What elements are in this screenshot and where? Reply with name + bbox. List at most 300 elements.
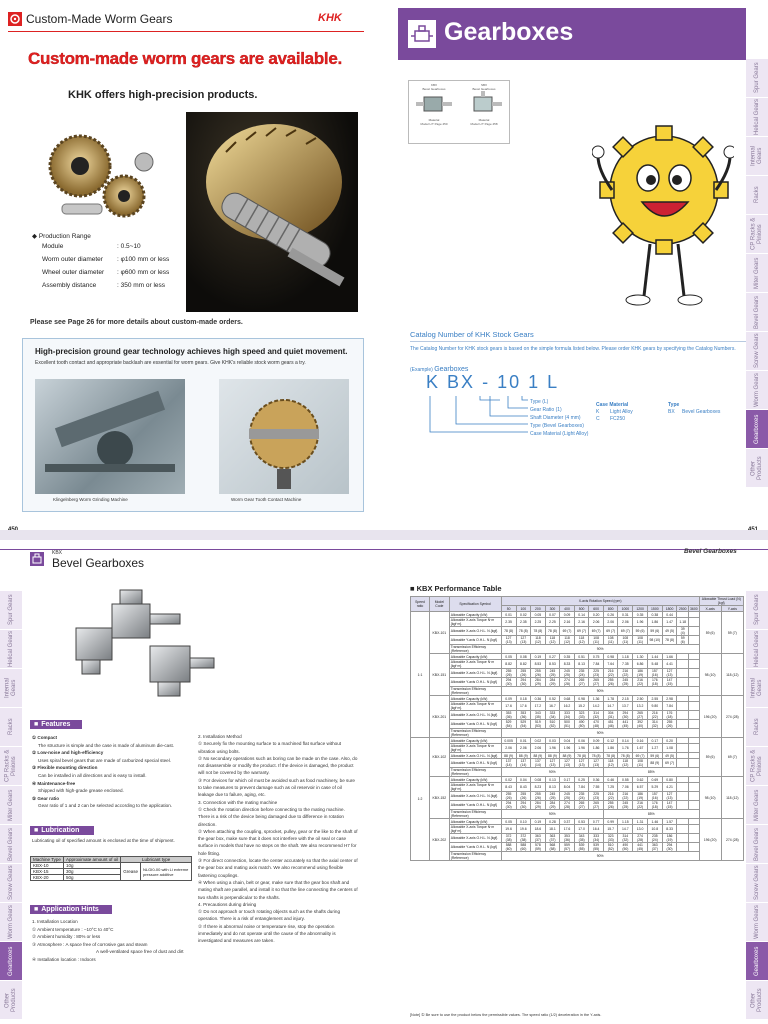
value-cell: 216 (22) [647,711,662,720]
caption-grinding: Klingelnberg Worm Grinding Machine [53,497,128,502]
value-cell: 2.06 [501,744,516,753]
value-cell: 49 (5) [662,627,677,636]
value-cell: 13.7 [618,702,633,711]
value-cell: 176 (18) [647,801,662,810]
thrust-header: Y-axis [721,606,743,612]
value-cell: 1.15 [618,819,633,825]
value-cell: 500 (51) [560,720,575,729]
value-cell: 1.44 [647,654,662,660]
spec-row: Assembly distance : 350 mm or less [42,282,166,289]
rpm-header: 400 [560,606,575,612]
sidebar-tab[interactable]: Other Products [746,448,768,487]
value-cell: 0.46 [603,777,618,783]
value-cell: 2.06 [531,744,546,753]
value-cell: 88 (9) [560,753,575,759]
value-cell: 0.01 [516,738,531,744]
sidebar-tab[interactable]: Helical Gears [746,629,768,668]
value-cell: 0.26 [603,612,618,618]
value-cell: 0.02 [501,777,516,783]
value-cell: 2.25 [545,618,560,627]
value-cell: 0.36 [589,777,604,783]
value-cell: 1.36 [589,696,604,702]
rpm-header: 300 [545,606,560,612]
sidebar-tab-active[interactable]: Gearboxes [0,941,22,980]
value-cell: 255 (26) [501,669,516,678]
value-cell: 2.06 [603,618,618,627]
value-cell: 14.7 [618,825,633,834]
sidebar-tab[interactable]: Racks [746,175,768,214]
value-cell: 2.55 [647,696,662,702]
value-cell: 363 (37) [647,843,662,852]
thrust-header: X-axis [699,606,721,612]
value-cell: 7.84 [662,702,677,711]
square-icon: ■ [34,906,39,913]
value-cell: 314 (32) [647,720,662,729]
value-cell: 0.13 [545,777,560,783]
header-cell: Allowable Thrust Load (N) {kgf} [699,597,743,606]
value-cell: 39 (4) [677,627,689,636]
spec-cell: Allowable X-axis Torque N·m {kgf·m} [449,660,501,669]
value-cell: 69 (7) [603,627,618,636]
value-cell: 0.55 [618,777,633,783]
sidebar-tab[interactable]: Other Products [0,980,22,1019]
table-row: KBX-20 50g [31,875,192,881]
value-cell: 529 (54) [501,720,516,729]
value-cell: 18.6 [531,825,546,834]
value-cell: 176 (18) [647,678,662,687]
spec-cell: Allowable X-axis O.H.L. N {kgf} [449,792,501,801]
value-cell: 0.01 [501,612,516,618]
value-cell: 2.25 [531,618,546,627]
value-cell: 265 (27) [574,801,589,810]
value-cell: 127 (13) [545,759,560,768]
value-cell: 372 (38) [501,834,516,843]
value-cell [677,702,689,711]
efficiency-cell: 90% [501,768,603,777]
sidebar-tab[interactable]: Screw Gears [0,863,22,902]
value-cell: 0.20 [589,612,604,618]
value-cell [677,843,689,852]
value-cell: 255 (26) [531,792,546,801]
value-cell: 0.35 [633,612,648,618]
value-cell: 18.1 [545,825,560,834]
value-cell: 284 (29) [531,801,546,810]
value-cell: 510 (52) [603,843,618,852]
value-cell: 1.31 [633,819,648,825]
value-cell [689,678,700,687]
value-cell: 0.17 [560,777,575,783]
thrust-x-cell: 196 (20) [699,819,721,861]
spec-cell: Allowable X-axis O.H.L. N {kgf} [449,753,501,759]
sidebar-tab[interactable]: Worm Gears [0,902,22,941]
table-row [411,792,744,801]
value-cell: 78 (8) [531,627,546,636]
value-cell: 255 (26) [516,792,531,801]
product-thumbs [408,80,510,144]
value-cell: 2.16 [574,618,589,627]
value-cell: 294 (30) [618,711,633,720]
value-cell: 1.66 [662,654,677,660]
sidebar-tab[interactable]: Helical Gears [746,97,768,136]
value-cell: 333 (34) [589,834,604,843]
sidebar-tab[interactable]: Racks [0,707,22,746]
value-cell: 1.18 [618,654,633,660]
value-cell: 265 (27) [589,801,604,810]
page-50 [0,0,384,530]
value-cell: 0.44 [662,612,677,618]
value-cell: 333 (34) [560,711,575,720]
feature-item: ④ Maintenance-free [32,780,76,786]
lubrication-table: Machine Type Approximate amount of oil Lubricant type KBX-10 10g Grease NLGI0-00 with Li extreme pressure additive KBX-15 30g KBX-20 50g [30,856,192,881]
sidebar-tab[interactable]: Worm Gears [746,370,768,409]
value-cell: 1.86 [589,744,604,753]
feature-item: ⑤ Gear ratio [32,795,60,801]
see-page-note: Please see Page 26 for more details about custom-made orders. [30,319,243,326]
value-cell: 17.6 [501,702,516,711]
value-cell: 10.8 [647,825,662,834]
spec-cell: Transmission Efficiency (Reference) [449,645,501,654]
table-row [411,825,744,834]
value-cell: 0.51 [574,654,589,660]
type-legend: Type BX Bevel Gearboxes [668,402,721,415]
header-cell: Specification Symbol [449,597,501,612]
value-cell: 78 (8) [618,753,633,759]
value-cell: 2.06 [516,744,531,753]
thrust-y-cell: 118 (12) [721,777,743,819]
sidebar-tab-active[interactable]: Gearboxes [746,409,768,448]
value-cell [689,744,700,753]
thrust-y-cell: 59 (7) [721,612,743,654]
value-cell: 0.005 [501,738,516,744]
value-cell: 323 (33) [603,834,618,843]
gearboxes-header [398,8,746,60]
value-cell: 353 (36) [501,711,516,720]
value-cell: 0.12 [603,738,618,744]
value-cell: 216 (22) [618,792,633,801]
value-cell: 8.82 [501,660,516,669]
table-row [411,618,744,627]
value-cell: 19.6 [516,825,531,834]
table-row [411,768,744,777]
value-cell: 0.99 [603,819,618,825]
sidebar-tab[interactable]: Bevel Gears [746,824,768,863]
catalog-text: The Catalog Number for KHK stock gears is based on the simple formula listed below. Please order KHK gears by specifying the Catalog Numbers. [410,346,736,352]
value-cell: 108 (11) [603,636,618,645]
value-cell: 1.96 [560,744,575,753]
thrust-x-cell: 59 (6) [699,612,721,654]
value-cell: 8.23 [531,783,546,792]
value-cell: 13.2 [633,702,648,711]
banner-text: Custom-made worm gears are available. [28,49,342,68]
sidebar-tab[interactable]: Miter Gears [746,785,768,824]
value-cell: 59 (6) [647,753,662,759]
value-cell: 363 (37) [531,834,546,843]
sidebar-tab[interactable]: Internal Gears [746,136,768,175]
value-cell: 69 (7) [633,753,648,759]
value-cell: 7.25 [603,783,618,792]
value-cell: 78 (8) [545,627,560,636]
table-row [411,678,744,687]
sidebar-tab[interactable]: Screw Gears [746,863,768,902]
thrust-y-cell: 274 (28) [721,696,743,738]
value-cell: 1.18 [677,618,689,627]
value-cell: 265 (27) [589,678,604,687]
value-cell: 0.08 [531,777,546,783]
value-cell: 0.03 [545,738,560,744]
sidebar-tab[interactable]: Miter Gears [0,785,22,824]
value-cell: 235 (24) [574,669,589,678]
value-cell: 539 (55) [589,843,604,852]
value-cell: 216 (22) [633,801,648,810]
value-cell: 333 (34) [545,711,560,720]
value-cell: 137 (14) [531,759,546,768]
sidebar-tab[interactable]: Bevel Gears [0,824,22,863]
efficiency-cell: 90% [501,729,699,738]
value-cell: 294 (30) [501,801,516,810]
rpm-header: 1000 [618,606,633,612]
value-cell: 8.82 [516,660,531,669]
value-cell: 225 (23) [589,669,604,678]
sidebar-tab[interactable]: Spur Gears [746,590,768,629]
series-code: KBX [52,550,63,556]
value-cell: 0.02 [531,738,546,744]
sidebar-tab[interactable]: Worm Gears [746,902,768,941]
value-cell: 216 (22) [603,669,618,678]
table-row [411,744,744,753]
value-cell: 2.06 [589,618,604,627]
header-cell: X-axis Rotation Speed (rpm) [501,597,699,606]
sidebar-tab[interactable]: Internal Gears [746,668,768,707]
value-cell: 88 (9) [647,759,662,768]
large-worm-photo [186,112,358,312]
performance-table [410,596,744,861]
sidebar-tab[interactable]: Helical Gears [0,629,22,668]
worm-gear-photo [32,118,172,228]
value-cell: 255 (26) [603,678,618,687]
value-cell: 1.67 [633,744,648,753]
table-row [411,669,744,678]
spec-cell: Allowable Capacity (kW) [449,612,501,618]
spec-cell: Transmission Efficiency (Reference) [449,852,501,861]
technology-box [22,338,364,512]
value-cell: 108 (11) [589,636,604,645]
sidebar-tab[interactable]: Bevel Gears [746,292,768,331]
code-bracket-lines [424,396,534,446]
value-cell: 0.05 [501,654,516,660]
section-title: Bevel Gearboxes [52,556,145,570]
value-cell: 1.57 [662,819,677,825]
square-icon: ■ [410,584,415,593]
value-cell: 108 (11) [618,636,633,645]
ratio-cell: 1:2 [411,738,430,861]
value-cell: 127 (13) [516,636,531,645]
value-cell [689,825,700,834]
rpm-header: 1500 [647,606,662,612]
value-cell: 69 (7) [560,627,575,636]
khk-gear-icon [8,12,22,26]
value-cell: 216 (22) [618,669,633,678]
value-cell: 284 (29) [545,678,560,687]
table-row [411,702,744,711]
value-cell: 0.77 [589,819,604,825]
value-cell: 284 (29) [545,801,560,810]
value-cell [677,825,689,834]
efficiency-cell: 90% [501,810,603,819]
value-cell: 16.2 [560,702,575,711]
spec-cell: Allowable X-axis Torque N·m {kgf·m} [449,783,501,792]
value-cell: 7.84 [574,783,589,792]
rpm-header: 2500 [677,606,689,612]
value-cell: 88 (9) [545,753,560,759]
grinding-machine-photo [35,379,185,494]
thumb-kbx[interactable]: KBX Bevel Gearboxes Material Model L/T Page 450 [411,83,457,126]
spec-cell: Allowable X-axis O.H.L. N {kgf} [449,711,501,720]
spec-cell: Transmission Efficiency (Reference) [449,810,501,819]
value-cell: 245 (25) [560,669,575,678]
value-cell: 17.0 [574,825,589,834]
value-cell: 157 (16) [647,792,662,801]
value-cell: 78 (8) [662,636,677,645]
brand-logo: KHK [318,12,342,24]
lubrication-heading: ■ Lubrication [30,826,94,835]
spec-cell: Allowable Y-axis O.H.L. N {kgf} [449,720,501,729]
value-cell: 19.6 [501,825,516,834]
value-cell: 137 (14) [501,759,516,768]
header-cell: Speed ratio [411,597,430,612]
sidebar-tab[interactable]: Spur Gears [746,58,768,97]
value-cell [677,744,689,753]
value-cell: 0.75 [589,654,604,660]
sidebar-tab[interactable]: Screw Gears [746,331,768,370]
value-cell: 1.30 [633,654,648,660]
table-row: KBX-10 10g Grease NLGI0-00 with Li extreme pressure additive [31,863,192,869]
value-cell: 78 (8) [516,627,531,636]
technology-title: High-precision ground gear technology achieves high speed and quiet movement. [35,347,348,356]
value-cell: 274 (28) [560,801,575,810]
value-cell [677,759,689,768]
table-note: [Note] ① Be sure to use the product below the permissible values. The speed ratio (1/2) deceleration in the Y-axis. [410,1013,602,1017]
value-cell: 59 (6) [677,636,689,645]
value-cell: 7.84 [589,660,604,669]
page-53 [384,540,768,1024]
sidebar-tab[interactable]: Racks [746,707,768,746]
catalog-code: K BX - 10 1 L [426,372,560,392]
value-cell: 186 (19) [662,834,677,843]
value-cell: 17.2 [531,702,546,711]
value-cell: 16.4 [589,825,604,834]
rpm-header: 1200 [633,606,648,612]
table-row [411,645,744,654]
spec-row: Worm outer diameter : φ100 mm or less [42,256,170,263]
sidebar-tab-active[interactable]: Gearboxes [746,941,768,980]
value-cell: 8.53 [531,660,546,669]
value-cell [689,627,700,636]
rpm-header: 800 [603,606,618,612]
value-cell: 5.48 [647,660,662,669]
rpm-header: 500 [574,606,589,612]
value-cell: 1.08 [662,744,677,753]
value-cell: 147 (15) [662,678,677,687]
value-cell: 216 (22) [633,678,648,687]
value-cell: 137 (14) [516,759,531,768]
sidebar-tab[interactable]: Spur Gears [0,590,22,629]
value-cell: 372 (38) [516,834,531,843]
value-cell: 255 (26) [531,669,546,678]
value-cell: 588 (60) [501,843,516,852]
spec-cell: Transmission Efficiency (Reference) [449,729,501,738]
spec-row: Module : 0.5~10 [42,243,141,250]
sidebar-tab[interactable]: CP Racks & Pinions [0,746,22,785]
spec-cell: Allowable X-axis O.H.L. N {kgf} [449,834,501,843]
value-cell: 147 (15) [662,801,677,810]
value-cell: 304 (31) [603,711,618,720]
value-cell: 578 (59) [531,843,546,852]
thrust-x-cell: 59 (6) [699,738,721,777]
page-title: Gearboxes [444,18,574,46]
value-cell: 265 (27) [574,678,589,687]
value-cell: 127 (13) [589,759,604,768]
value-cell: 1.78 [603,696,618,702]
value-cell: 186 (19) [633,669,648,678]
value-cell: 118 (12) [618,759,633,768]
value-cell: 0.14 [574,612,589,618]
value-cell [689,669,700,678]
value-cell: 470 (48) [589,720,604,729]
value-cell: 0.35 [560,654,575,660]
application-hints-heading: ■ Application Hints [30,905,112,914]
value-cell: 8.53 [545,660,560,669]
sidebar-tab[interactable]: Miter Gears [746,253,768,292]
value-cell: 441 (45) [633,843,648,852]
spec-cell: Allowable X-axis Torque N·m {kgf·m} [449,702,501,711]
value-cell: 69 (7) [574,627,589,636]
sidebar-tab[interactable]: Internal Gears [0,668,22,707]
value-cell [677,669,689,678]
value-cell: 0.05 [501,819,516,825]
value-cell: 78 (8) [589,753,604,759]
value-cell [677,678,689,687]
sidebar-tab[interactable]: Other Products [746,980,768,1019]
value-cell: 1.86 [603,744,618,753]
value-cell [677,834,689,843]
value-cell [689,660,700,669]
value-cell [689,801,700,810]
spec-cell: Allowable Capacity (kW) [449,738,501,744]
value-cell: 4.21 [662,783,677,792]
value-cell: 98 (10) [647,636,662,645]
value-cell: 7.06 [618,783,633,792]
value-cell: 15.2 [574,702,589,711]
value-cell: 78 (8) [574,753,589,759]
thumb-sbx[interactable]: SBX Bevel Gearboxes Material Model L/T Page 458 [461,83,507,126]
value-cell [689,834,700,843]
sidebar-tab[interactable]: CP Racks & Pinions [746,746,768,785]
rpm-header: 600 [589,606,604,612]
value-cell: 529 (54) [516,720,531,729]
value-cell: 118 (12) [603,759,618,768]
sidebar-tab[interactable]: CP Racks & Pinions [746,214,768,253]
running-title: Bevel Gearboxes [684,548,737,555]
spec-cell: Allowable X-axis Torque N·m {kgf·m} [449,744,501,753]
spec-cell: Allowable X-axis O.H.L. N {kgf} [449,627,501,636]
value-cell: 343 (35) [574,834,589,843]
spec-cell: Allowable Y-axis O.H.L. N {kgf} [449,801,501,810]
rpm-header: 50 [501,606,516,612]
value-cell: 17.6 [516,702,531,711]
value-cell [689,720,700,729]
value-cell: 9.80 [647,702,662,711]
value-cell: 0.36 [531,696,546,702]
